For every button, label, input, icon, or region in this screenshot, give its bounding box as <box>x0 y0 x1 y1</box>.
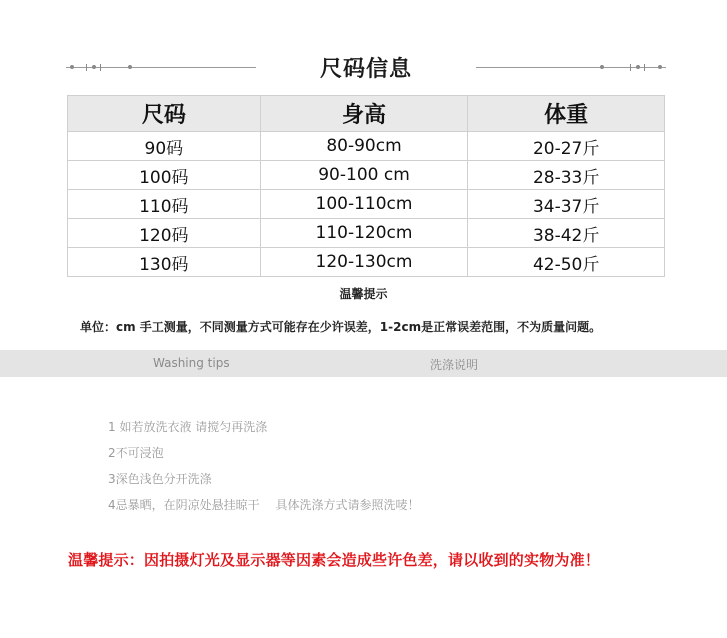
size-chart-table <box>67 95 665 277</box>
list-item: 1 如若放洗衣液 请搅匀再洗涤 <box>108 420 268 434</box>
color-difference-warning: 温馨提示：因拍摄灯光及显示器等因素会造成些许色差，请以收到的实物为准！ <box>68 551 601 569</box>
cell-weight: 42-50斤 <box>468 248 665 277</box>
tips-heading: 温馨提示 <box>339 287 388 301</box>
cell-weight: 38-42斤 <box>468 219 665 248</box>
table-row <box>68 219 665 248</box>
table-row <box>68 161 665 190</box>
washing-instructions <box>108 418 419 522</box>
cell-weight: 34-37斤 <box>468 190 665 219</box>
cell-size: 90码 <box>68 132 261 161</box>
list-item: 4忌暴晒，在阴凉处悬挂晾干 具体洗涤方式请参照洗唛！ <box>108 498 420 512</box>
table-row <box>68 248 665 277</box>
measurement-note: 单位：cm 手工测量，不同测量方式可能存在少许误差，1-2cm是正常误差范围，不为质量问题。 <box>80 320 602 334</box>
cell-size: 110码 <box>68 190 261 219</box>
cell-height: 110-120cm <box>260 219 468 248</box>
list-item: 2不可浸泡 <box>108 446 164 460</box>
cell-weight: 28-33斤 <box>468 161 665 190</box>
cell-height: 120-130cm <box>260 248 468 277</box>
washing-label-en: Washing tips <box>153 356 230 370</box>
section-title-row <box>66 50 666 86</box>
cell-size: 100码 <box>68 161 261 190</box>
cell-size: 130码 <box>68 248 261 277</box>
page-title: 尺码信息 <box>319 57 412 82</box>
cell-height: 100-110cm <box>260 190 468 219</box>
washing-label-cn: 洗涤说明 <box>430 358 479 372</box>
header-weight: 体重 <box>468 96 665 132</box>
cell-height: 90-100 cm <box>260 161 468 190</box>
cell-weight: 20-27斤 <box>468 132 665 161</box>
cell-size: 120码 <box>68 219 261 248</box>
table-row <box>68 190 665 219</box>
list-item: 3深色浅色分开洗涤 <box>108 472 212 486</box>
table-row <box>68 132 665 161</box>
header-height: 身高 <box>260 96 468 132</box>
header-size: 尺码 <box>68 96 261 132</box>
cell-height: 80-90cm <box>260 132 468 161</box>
table-header-row <box>68 96 665 132</box>
washing-tips-banner <box>0 350 727 377</box>
